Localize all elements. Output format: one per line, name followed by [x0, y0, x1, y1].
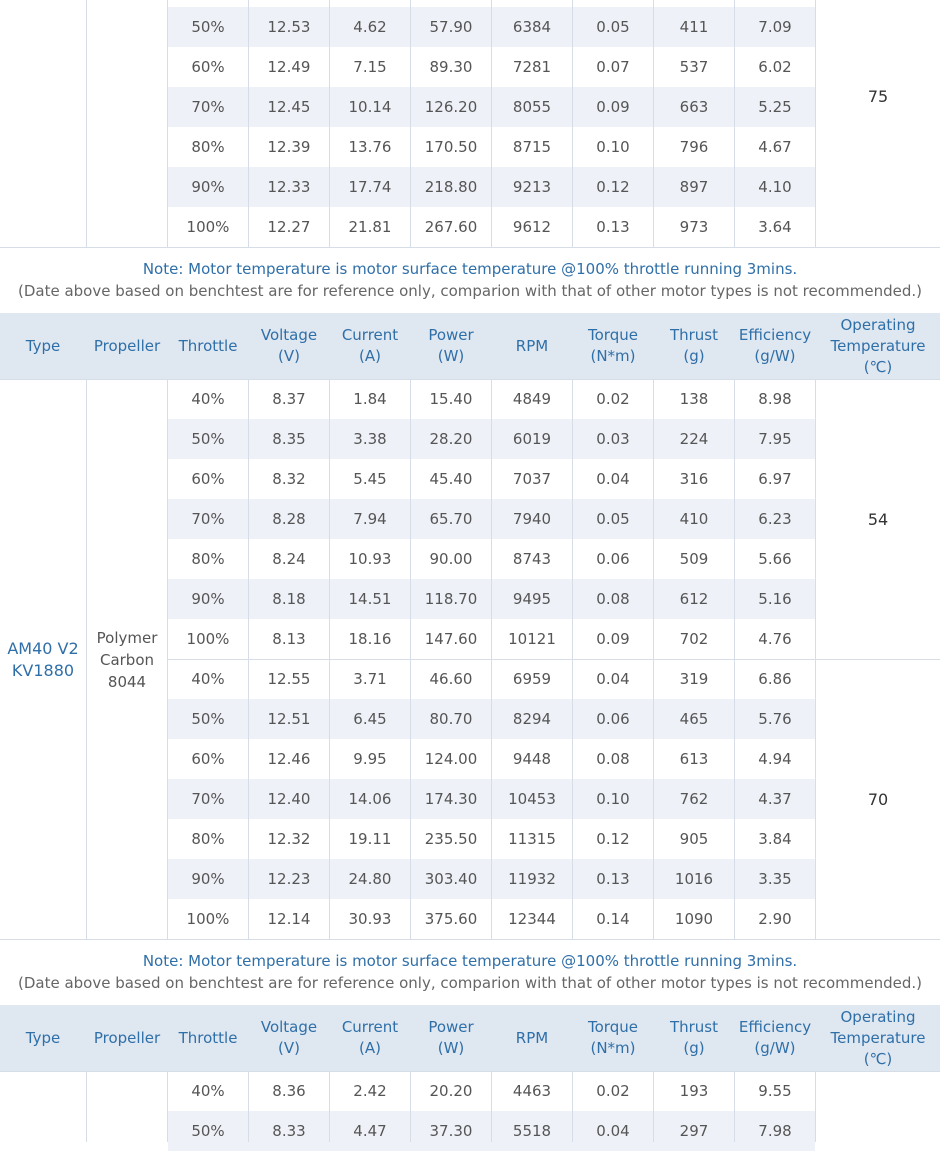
- header-10: Operating Temperature (℃): [830, 1007, 926, 1068]
- group1-rpm-cell: 6019: [512, 430, 552, 448]
- table1-torque-cell: 0.13: [596, 218, 630, 236]
- group2-efficiency-cell: 5.76: [758, 710, 792, 728]
- table1-thrust-cell: 897: [679, 178, 709, 196]
- group1-current-cell: 3.38: [353, 430, 387, 448]
- group2-power-cell: 46.60: [429, 670, 473, 688]
- group2-power-cell: 174.30: [424, 790, 478, 808]
- group1-efficiency-cell: 5.16: [758, 590, 792, 608]
- column-divider: [572, 0, 573, 247]
- group1-torque-cell: 0.08: [596, 590, 630, 608]
- group1-efficiency-cell: 7.95: [758, 430, 792, 448]
- group1-voltage-cell: 8.24: [272, 550, 306, 568]
- table1-rpm-cell: 8715: [512, 138, 552, 156]
- table3-power-cell: 20.20: [429, 1082, 473, 1100]
- group2-rpm-cell: 6959: [512, 670, 552, 688]
- column-divider: [734, 1072, 735, 1142]
- table1-rpm-cell: 9213: [512, 178, 552, 196]
- note1-line1: Note: Motor temperature is motor surface temperature @100% throttle running 3mins.: [142, 260, 798, 278]
- group2-torque-cell: 0.04: [596, 670, 630, 688]
- row-divider: [0, 247, 940, 248]
- table1-torque-cell: 0.12: [596, 178, 630, 196]
- table3-efficiency-cell: 9.55: [758, 1082, 792, 1100]
- group1-torque-cell: 0.09: [596, 630, 630, 648]
- group2-power-cell: 375.60: [424, 910, 478, 928]
- group2-throttle-cell: 60%: [191, 750, 225, 768]
- header-9: Efficiency (g/W): [738, 326, 812, 365]
- group2-power-cell: 303.40: [424, 870, 478, 888]
- group1-efficiency-cell: 6.23: [758, 510, 792, 528]
- group1-voltage-cell: 8.18: [272, 590, 306, 608]
- group1-throttle-cell: 90%: [191, 590, 225, 608]
- group2-efficiency-cell: 2.90: [758, 910, 792, 928]
- group1-throttle-cell: 100%: [186, 630, 230, 648]
- group1-torque-cell: 0.04: [596, 470, 630, 488]
- column-divider: [248, 0, 249, 247]
- table1-power-cell: 89.30: [429, 58, 473, 76]
- group2-voltage-cell: 12.23: [267, 870, 311, 888]
- table1-throttle-cell: 80%: [191, 138, 225, 156]
- header-5: Power (W): [428, 1018, 474, 1057]
- group1-power-cell: 15.40: [429, 390, 473, 408]
- group2-power-cell: 235.50: [424, 830, 478, 848]
- column-divider: [572, 1072, 573, 1142]
- table3-voltage-cell: 8.33: [272, 1122, 306, 1140]
- group1-current-cell: 7.94: [353, 510, 387, 528]
- table-row: [0, 127, 940, 167]
- group1-thrust-cell: 509: [679, 550, 709, 568]
- group2-current-cell: 19.11: [348, 830, 392, 848]
- table1-power-cell: 218.80: [424, 178, 478, 196]
- header-7: Torque (N*m): [588, 326, 638, 365]
- table1-efficiency-cell: 6.02: [758, 58, 792, 76]
- table3-power-cell: 37.30: [429, 1122, 473, 1140]
- table1-current-cell: 7.15: [353, 58, 387, 76]
- table1-efficiency-cell: 4.10: [758, 178, 792, 196]
- group1-power-cell: 147.60: [424, 630, 478, 648]
- header-1: Propeller: [93, 336, 161, 355]
- group2-current-cell: 6.45: [353, 710, 387, 728]
- group1-efficiency-cell: 8.98: [758, 390, 792, 408]
- table1-current-cell: 21.81: [348, 218, 392, 236]
- table1-rpm-cell: 6384: [512, 18, 552, 36]
- note1-line2: (Date above based on benchtest are for reference only, comparion with that of other motor types is not recommended.): [17, 282, 922, 300]
- group2-efficiency-cell: 3.35: [758, 870, 792, 888]
- table1-thrust-cell: 973: [679, 218, 709, 236]
- group2-torque-cell: 0.13: [596, 870, 630, 888]
- group2-throttle-cell: 40%: [191, 670, 225, 688]
- propeller-name: Polymer Carbon 8044: [96, 628, 158, 691]
- group1-torque-cell: 0.02: [596, 390, 630, 408]
- group1-rpm-cell: 7037: [512, 470, 552, 488]
- group2-torque-cell: 0.08: [596, 750, 630, 768]
- group1-temperature: 54: [867, 509, 889, 529]
- header-8: Thrust (g): [669, 326, 719, 365]
- group1-voltage-cell: 8.32: [272, 470, 306, 488]
- table1-current-cell: 13.76: [348, 138, 392, 156]
- group1-thrust-cell: 138: [679, 390, 709, 408]
- table-row: [0, 167, 940, 207]
- header-6: RPM: [515, 1028, 549, 1047]
- group1-power-cell: 118.70: [424, 590, 478, 608]
- row-divider: [0, 939, 940, 940]
- header-7: Torque (N*m): [588, 1018, 638, 1057]
- table1-thrust-cell: 411: [679, 18, 709, 36]
- header-10: Operating Temperature (℃): [830, 315, 926, 376]
- group1-voltage-cell: 8.37: [272, 390, 306, 408]
- group1-thrust-cell: 410: [679, 510, 709, 528]
- table-row: [0, 47, 940, 87]
- table1-torque-cell: 0.09: [596, 98, 630, 116]
- table3-current-cell: 4.47: [353, 1122, 387, 1140]
- group1-voltage-cell: 8.28: [272, 510, 306, 528]
- group2-current-cell: 24.80: [348, 870, 392, 888]
- group1-current-cell: 5.45: [353, 470, 387, 488]
- table1-power-cell: 267.60: [424, 218, 478, 236]
- table3-rpm-cell: 5518: [512, 1122, 552, 1140]
- group2-thrust-cell: 465: [679, 710, 709, 728]
- table1-throttle-cell: 70%: [191, 98, 225, 116]
- table1-rpm-cell: 8055: [512, 98, 552, 116]
- table-row: [0, 87, 940, 127]
- column-divider: [410, 1072, 411, 1142]
- column-divider: [653, 1072, 654, 1142]
- group1-throttle-cell: 40%: [191, 390, 225, 408]
- column-divider: [491, 1072, 492, 1142]
- table3-thrust-cell: 297: [679, 1122, 709, 1140]
- group2-throttle-cell: 100%: [186, 910, 230, 928]
- group2-rpm-cell: 9448: [512, 750, 552, 768]
- group2-torque-cell: 0.12: [596, 830, 630, 848]
- header-2: Throttle: [178, 1028, 238, 1047]
- group1-power-cell: 28.20: [429, 430, 473, 448]
- table1-current-cell: 10.14: [348, 98, 392, 116]
- table1-voltage-cell: 12.27: [267, 218, 311, 236]
- table1-throttle-cell: 60%: [191, 58, 225, 76]
- column-divider: [86, 1072, 87, 1142]
- table1-power-cell: 126.20: [424, 98, 478, 116]
- group2-voltage-cell: 12.55: [267, 670, 311, 688]
- group1-rpm-cell: 10121: [508, 630, 556, 648]
- group2-torque-cell: 0.10: [596, 790, 630, 808]
- header-4: Current (A): [341, 1018, 399, 1057]
- table1-efficiency-cell: 5.25: [758, 98, 792, 116]
- note2-line2: (Date above based on benchtest are for reference only, comparion with that of other motor types is not recommended.): [17, 974, 922, 992]
- table1-thrust-cell: 663: [679, 98, 709, 116]
- group1-current-cell: 18.16: [348, 630, 392, 648]
- group1-rpm-cell: 4849: [512, 390, 552, 408]
- group1-voltage-cell: 8.13: [272, 630, 306, 648]
- table-row: [0, 7, 940, 47]
- group2-power-cell: 124.00: [424, 750, 478, 768]
- column-divider: [167, 0, 168, 247]
- table1-current-cell: 17.74: [348, 178, 392, 196]
- group1-rpm-cell: 7940: [512, 510, 552, 528]
- group2-thrust-cell: 1090: [674, 910, 714, 928]
- column-divider: [653, 0, 654, 247]
- column-divider: [491, 0, 492, 247]
- header-3: Voltage (V): [260, 1018, 318, 1057]
- table1-voltage-cell: 12.33: [267, 178, 311, 196]
- group1-torque-cell: 0.05: [596, 510, 630, 528]
- group1-efficiency-cell: 4.76: [758, 630, 792, 648]
- group2-throttle-cell: 50%: [191, 710, 225, 728]
- group2-rpm-cell: 12344: [508, 910, 556, 928]
- group1-throttle-cell: 60%: [191, 470, 225, 488]
- column-divider: [329, 1072, 330, 1142]
- table1-torque-cell: 0.07: [596, 58, 630, 76]
- group1-torque-cell: 0.03: [596, 430, 630, 448]
- table-header: [0, 313, 940, 379]
- group2-efficiency-cell: 4.37: [758, 790, 792, 808]
- group1-power-cell: 90.00: [429, 550, 473, 568]
- group2-rpm-cell: 11315: [508, 830, 556, 848]
- header-9: Efficiency (g/W): [738, 1018, 812, 1057]
- table1-voltage-cell: 12.49: [267, 58, 311, 76]
- table1-power-cell: 170.50: [424, 138, 478, 156]
- group2-temperature: 70: [867, 789, 889, 809]
- table1-rpm-cell: 7281: [512, 58, 552, 76]
- group2-efficiency-cell: 4.94: [758, 750, 792, 768]
- group1-thrust-cell: 316: [679, 470, 709, 488]
- group1-throttle-cell: 50%: [191, 430, 225, 448]
- header-6: RPM: [515, 336, 549, 355]
- header-0: Type: [25, 1028, 61, 1047]
- header-1: Propeller: [93, 1028, 161, 1047]
- column-divider: [329, 0, 330, 247]
- group2-throttle-cell: 70%: [191, 790, 225, 808]
- table1-voltage-cell: 12.45: [267, 98, 311, 116]
- group2-torque-cell: 0.06: [596, 710, 630, 728]
- group2-current-cell: 30.93: [348, 910, 392, 928]
- group1-current-cell: 14.51: [348, 590, 392, 608]
- motor-type: AM40 V2 KV1880: [7, 638, 79, 680]
- group2-current-cell: 9.95: [353, 750, 387, 768]
- group1-thrust-cell: 702: [679, 630, 709, 648]
- group1-thrust-cell: 612: [679, 590, 709, 608]
- group1-thrust-cell: 224: [679, 430, 709, 448]
- group1-throttle-cell: 70%: [191, 510, 225, 528]
- header-4: Current (A): [341, 326, 399, 365]
- column-divider: [248, 1072, 249, 1142]
- group1-torque-cell: 0.06: [596, 550, 630, 568]
- table1-efficiency-cell: 3.64: [758, 218, 792, 236]
- column-divider: [86, 0, 87, 247]
- table3-current-cell: 2.42: [353, 1082, 387, 1100]
- table-header: [0, 1005, 940, 1071]
- group2-voltage-cell: 12.14: [267, 910, 311, 928]
- table3-torque-cell: 0.04: [596, 1122, 630, 1140]
- table3-rpm-cell: 4463: [512, 1082, 552, 1100]
- group2-efficiency-cell: 6.86: [758, 670, 792, 688]
- table3-throttle-cell: 40%: [191, 1082, 225, 1100]
- group1-voltage-cell: 8.35: [272, 430, 306, 448]
- group2-voltage-cell: 12.51: [267, 710, 311, 728]
- group2-thrust-cell: 762: [679, 790, 709, 808]
- table1-current-cell: 4.62: [353, 18, 387, 36]
- group2-current-cell: 3.71: [353, 670, 387, 688]
- header-8: Thrust (g): [669, 1018, 719, 1057]
- table3-throttle-cell: 50%: [191, 1122, 225, 1140]
- table1-power-cell: 57.90: [429, 18, 473, 36]
- column-divider: [734, 0, 735, 247]
- group2-rpm-cell: 11932: [508, 870, 556, 888]
- table3-voltage-cell: 8.36: [272, 1082, 306, 1100]
- group1-current-cell: 1.84: [353, 390, 387, 408]
- table3-thrust-cell: 193: [679, 1082, 709, 1100]
- table3-efficiency-cell: 7.98: [758, 1122, 792, 1140]
- table1-throttle-cell: 50%: [191, 18, 225, 36]
- group2-rpm-cell: 8294: [512, 710, 552, 728]
- group2-voltage-cell: 12.32: [267, 830, 311, 848]
- table-row: [0, 1071, 940, 1111]
- group2-throttle-cell: 90%: [191, 870, 225, 888]
- group2-thrust-cell: 905: [679, 830, 709, 848]
- table1-throttle-cell: 100%: [186, 218, 230, 236]
- group1-current-cell: 10.93: [348, 550, 392, 568]
- group2-thrust-cell: 613: [679, 750, 709, 768]
- group2-power-cell: 80.70: [429, 710, 473, 728]
- group2-thrust-cell: 319: [679, 670, 709, 688]
- group2-efficiency-cell: 3.84: [758, 830, 792, 848]
- table-row: [0, 1111, 940, 1151]
- column-divider: [167, 1072, 168, 1142]
- group2-rpm-cell: 10453: [508, 790, 556, 808]
- group1-power-cell: 65.70: [429, 510, 473, 528]
- table-row: [0, 207, 940, 247]
- group1-rpm-cell: 8743: [512, 550, 552, 568]
- table1-thrust-cell: 796: [679, 138, 709, 156]
- header-2: Throttle: [178, 336, 238, 355]
- group2-torque-cell: 0.14: [596, 910, 630, 928]
- table1-efficiency-cell: 7.09: [758, 18, 792, 36]
- group2-throttle-cell: 80%: [191, 830, 225, 848]
- header-5: Power (W): [428, 326, 474, 365]
- table1-thrust-cell: 537: [679, 58, 709, 76]
- table1-efficiency-cell: 4.67: [758, 138, 792, 156]
- group1-efficiency-cell: 5.66: [758, 550, 792, 568]
- note2-line1: Note: Motor temperature is motor surface temperature @100% throttle running 3mins.: [142, 952, 798, 970]
- group1-power-cell: 45.40: [429, 470, 473, 488]
- column-divider: [410, 0, 411, 247]
- header-3: Voltage (V): [260, 326, 318, 365]
- table1-temperature: 75: [867, 87, 889, 106]
- group2-thrust-cell: 1016: [674, 870, 714, 888]
- table1-torque-cell: 0.10: [596, 138, 630, 156]
- group2-voltage-cell: 12.46: [267, 750, 311, 768]
- column-divider: [815, 1072, 816, 1142]
- group2-voltage-cell: 12.40: [267, 790, 311, 808]
- table1-voltage-cell: 12.53: [267, 18, 311, 36]
- table1-rpm-cell: 9612: [512, 218, 552, 236]
- group2-current-cell: 14.06: [348, 790, 392, 808]
- table1-throttle-cell: 90%: [191, 178, 225, 196]
- group1-efficiency-cell: 6.97: [758, 470, 792, 488]
- table1-torque-cell: 0.05: [596, 18, 630, 36]
- table3-torque-cell: 0.02: [596, 1082, 630, 1100]
- table1-voltage-cell: 12.39: [267, 138, 311, 156]
- header-0: Type: [25, 336, 61, 355]
- group1-rpm-cell: 9495: [512, 590, 552, 608]
- group1-throttle-cell: 80%: [191, 550, 225, 568]
